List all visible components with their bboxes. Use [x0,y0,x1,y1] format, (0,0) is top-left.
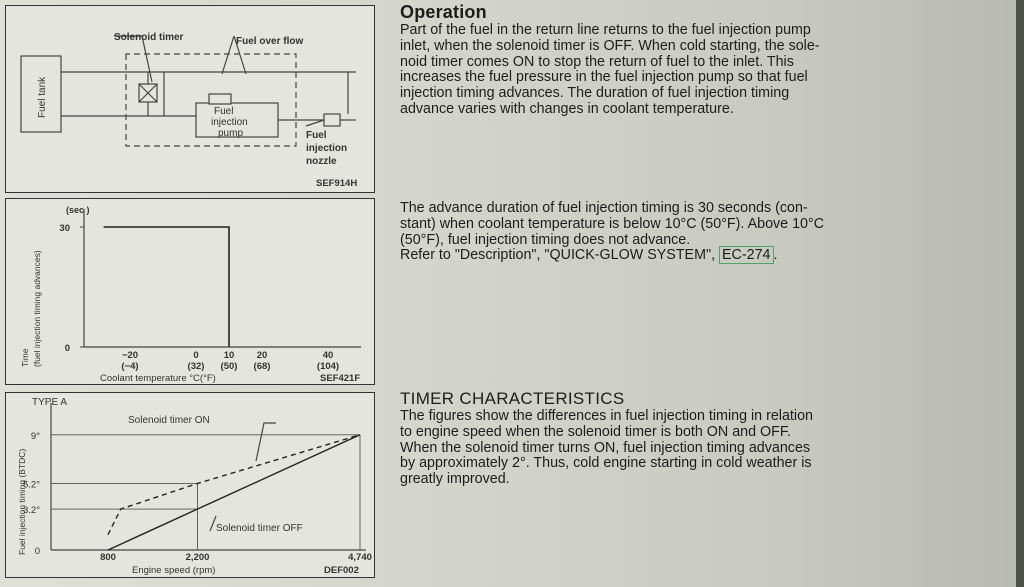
x-tick-label-f: (32) [187,361,205,372]
x-axis-label: Engine speed (rpm) [132,565,216,576]
advance-line: stant) when coolant temperature is below 10°C (50°F). Above 10°C [400,215,825,232]
operation-line: advance varies with changes in coolant temperature. [400,100,734,117]
x-tick-label-f: (−4) [121,361,139,372]
y-tick-label: 30 [59,223,70,234]
label-solenoid-timer: Solenoid timer [114,32,184,43]
timer-line: When the solenoid timer turns ON, fuel injection timing advances [400,439,811,456]
timer-line: by approximately 2°. Thus, cold engine starting in cold weather is [400,455,812,472]
annotation-off: Solenoid timer OFF [216,523,303,534]
advance-line: (50°F), fuel injection timing does not advance. [400,231,691,248]
label-pump-1: Fuel [214,106,234,117]
y-tick-label: 3.2° [22,505,40,517]
y-axis-label-1: Time [20,348,30,367]
figure-code: DEF002 [324,565,359,576]
refer-suffix: . [773,247,778,264]
y-axis-label-2: (fuel injection timing advances) [32,250,42,367]
label-nozzle-3: nozzle [306,156,337,167]
y-tick-label: 9° [30,430,40,442]
refer-prefix: Refer to "Description", "QUICK-GLOW SYSTEM", [400,247,720,264]
label-pump-2: injection [211,117,248,128]
timer-characteristics-chart [5,392,375,578]
type-label: TYPE A [32,397,68,408]
annotation-on: Solenoid timer ON [128,415,210,426]
x-tick-label-f: (104) [316,361,340,372]
x-tick-label-f: (50) [220,361,238,372]
series-line-on [108,435,360,535]
x-axis-label: Coolant temperature °C(°F) [100,373,216,384]
label-nozzle-2: injection [306,143,348,154]
y-tick-label: 0 [64,343,70,354]
ec-274-link[interactable]: EC-274 [719,246,773,264]
operation-line: injection timing advances. The duration of fuel injection timing [400,85,790,102]
timer-line: to engine speed when the solenoid timer is both ON and OFF. [400,423,792,440]
label-pump-3: pump [218,128,244,139]
label-fuel-tank: Fuel tank [37,76,48,118]
series-line [104,227,229,347]
y-tick-label: 5.2° [22,479,40,491]
x-tick-label: 20 [256,350,268,361]
timer-line: The figures show the differences in fuel injection timing in relation [400,408,813,424]
x-tick-label: 40 [322,350,334,361]
timer-line: greatly improved. [400,471,510,488]
label-fuel-over-flow: Fuel over flow [236,36,304,47]
x-tick-label: −20 [121,350,139,361]
timer-section [400,389,1010,488]
x-tick-label: 2,200 [185,552,210,563]
operation-line: Part of the fuel in the return line returns to the fuel injection pump [400,22,811,38]
figure-code: SEF914H [316,178,358,189]
advance-duration-chart [5,198,375,385]
x-tick-label: 4,740 [348,552,372,563]
operation-line: noid timer comes ON to stop the return of fuel to the inlet. This [400,53,794,70]
advance-line: The advance duration of fuel injection timing is 30 seconds (con- [400,200,808,216]
x-tick-label: 10 [223,350,235,361]
x-tick-label: 0 [193,350,199,361]
operation-heading: Operation [400,2,487,22]
operation-section [400,2,1010,118]
x-tick-label: 800 [100,552,116,563]
operation-line: increases the fuel pressure in the fuel injection pump so that fuel [400,69,808,86]
y-tick-label: 0 [34,546,40,557]
advance-section [400,201,1010,264]
figure-code: SEF421F [320,373,361,384]
y-axis-label: Fuel injection timing (BTDC) [17,448,27,555]
timer-heading: TIMER CHARACTERISTICS [400,389,625,408]
page-edge [1016,0,1024,587]
y-unit: (sec ) [66,205,90,215]
operation-line: inlet, when the solenoid timer is OFF. When cold starting, the sole- [400,37,820,54]
refer-line [400,248,1010,264]
fuel-system-diagram [5,5,375,193]
label-nozzle-1: Fuel [306,130,327,141]
x-tick-label-f: (68) [253,361,271,372]
